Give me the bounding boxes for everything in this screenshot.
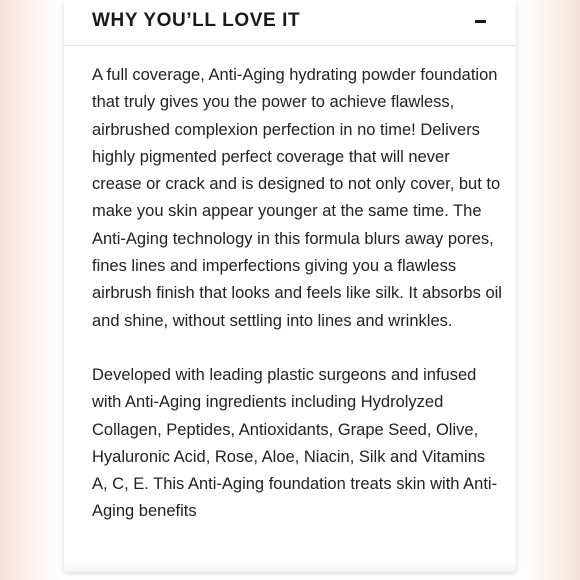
accordion-header[interactable] xyxy=(64,0,516,46)
description-paragraph-1: A full coverage, Anti-Aging hydrating powder foundation that truly gives you the power to achieve flawless, airbrushed complexion perfection in no time! Delivers highly pigmented perfect coverage that will never crease or crack and is designed to not only cover, but to make you skin appear younger at the same time. The Anti-Aging technology in this formula blurs away pores, fines lines and imperfections giving you a flawless airbrush finish that looks and feels like silk. It absorbs oil and shine, without settling into lines and wrinkles. xyxy=(92,66,502,330)
bottom-fade xyxy=(64,564,516,572)
section-title: WHY YOU’LL LOVE IT xyxy=(92,9,301,31)
section-content xyxy=(92,62,502,553)
product-details-panel xyxy=(64,0,516,572)
minus-collapse-icon[interactable] xyxy=(475,20,486,23)
description-paragraph-2: Developed with leading plastic surgeons and infused with Anti-Aging ingredients including Hydrolyzed Collagen, Peptides, Antioxidants, Grape Seed, Olive, Hyaluronic Acid, Rose, Aloe, Niacin, Silk and Vitamins A, C, E. This Anti-Aging foundation treats skin with Anti-Aging benefits xyxy=(92,365,498,521)
